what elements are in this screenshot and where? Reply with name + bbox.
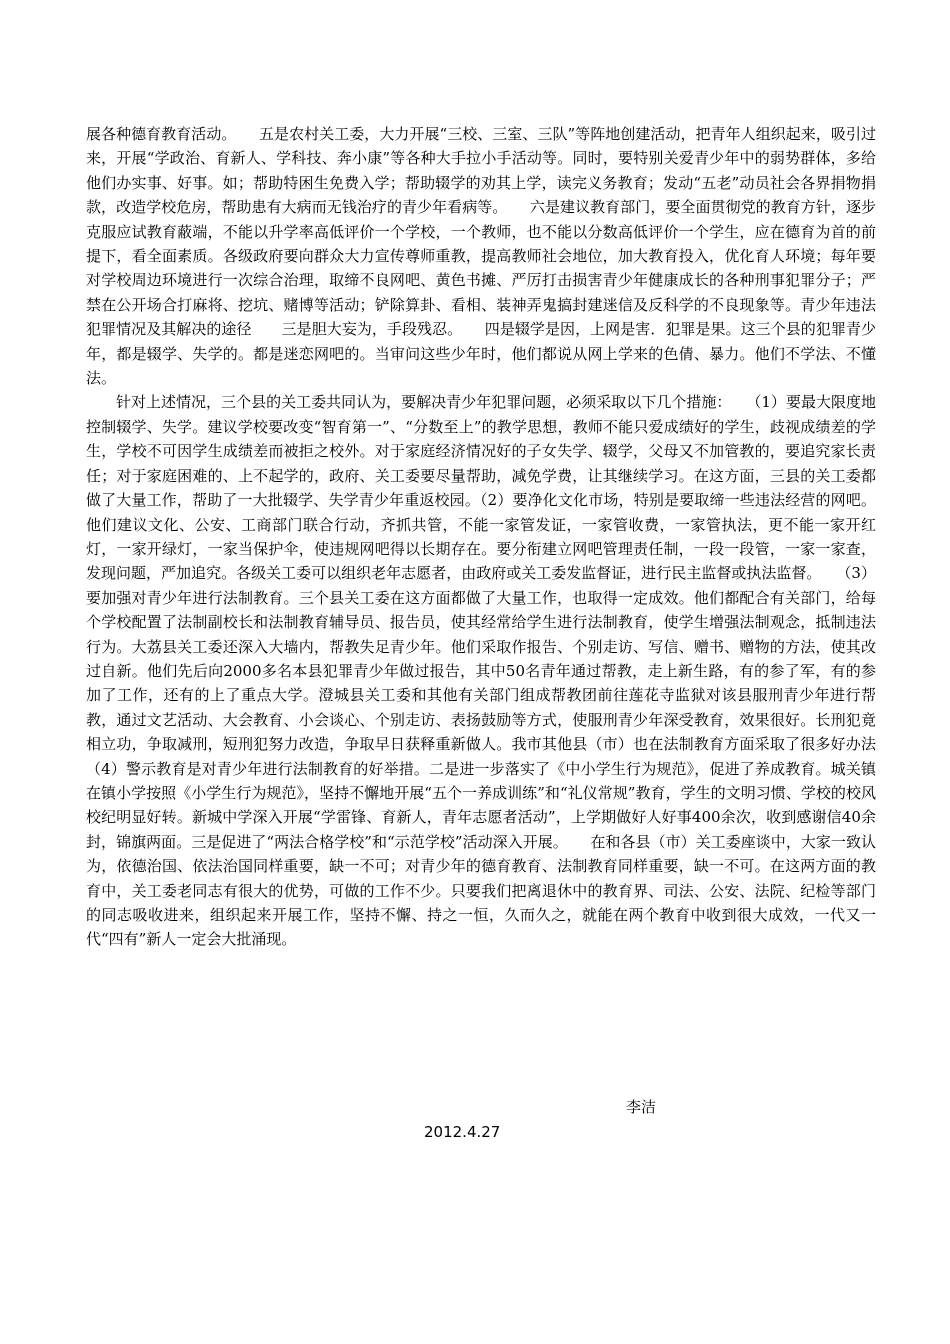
author-name: 李洁 xyxy=(626,1098,657,1116)
paragraph-2: 针对上述情况，三个县的关工委共同认为，要解决青少年犯罪问题，必须采取以下几个措施： （1）要最大限度地控制辍学、失学。建议学校要改变“智育第一”、“分数至上”的教学思想，教师不能只爱成绩好的学生，歧视成绩差的学生，学校不可因学生成绩差而被拒之校外。对于家庭经济情况好的子女失学、辍学，父母又不加管教的，要追究家长责任；对于家庭困难的、上不起学的，政府、关工委要尽量帮助，减免学费，让其继续学习。在这方面，三县的关工委都做了大量工作，帮助了一大批辍学、失学青少年重返校园。（2）要净化文化市场，特别是要取缔一些违法经营的网吧。他们建议文化、公安、工商部门联合行动，齐抓共管，不能一家管发证，一家管收费，一家管执法，更不能一家开红灯，一家开绿灯，一家当保护伞，使违规网吧得以长期存在。要分衔建立网吧管理责任制，一段一段管，一家一家查，发现问题，严加追究。各级关工委可以组织老年志愿者，由政府或关工委发监督证，进行民主监督或执法监督。 （3）要加强对青少年进行法制教育。三个县关工委在这方面都做了大量工作，也取得一定成效。他们都配合有关部门，给每个学校配置了法制副校长和法制教育辅导员、报告员，使其经常给学生进行法制教育，使学生增强法制观念，抵制违法行为。大荔县关工委还深入大墙内，帮教失足青少年。他们采取作报告、个别走访、写信、赠书、赠物的方法，使其改过自新。他们先后向2000多名本县犯罪青少年做过报告，其中50名青年通过帮教，走上新生路，有的参了军，有的参加了工作，还有的上了重点大学。澄城县关工委和其他有关部门组成帮教团前往莲花寺监狱对该县服刑青少年进行帮教，通过文艺活动、大会教育、小会谈心、个别走访、表扬鼓励等方式，使服刑青少年深受教育，效果很好。长刑犯竟相立功，争取减刑，短刑犯努力改造，争取早日获释重新做人。我市其他县（市）也在法制教育方面采取了很多好办法 （4）警示教育是对青少年进行法制教育的好举措。二是进一步落实了《中小学生行为规范》，促进了养成教育。城关镇在镇小学按照《小学生行为规范》，坚持不懈地开展“五个一养成训练”和“礼仪常规”教育，学生的文明习惯、学校的校风校纪明显好转。新城中学深入开展“学雷锋、育新人，青年志愿者活动”，上学期做好人好事400余次，收到感谢信40余封，锦旗两面。三是促进了“两法合格学校”和“示范学校”活动深入开展。 在和各县（市）关工委座谈中，大家一致认为，依德治国、依法治国同样重要，缺一不可；对青少年的德育教育、法制教育同样重要，缺一不可。在这两方面的教育中，关工委老同志有很大的优势，可做的工作不少。只要我们把离退休中的教育界、司法、公安、法院、纪检等部门的同志吸收进来，组织起来开展工作，坚持不懈、持之一恒，久而久之，就能在两个教育中收到很大成效，一代又一代“四有”新人一定会大批涌现。 xyxy=(86,393,907,949)
document-body xyxy=(86,122,907,952)
document-date: 2012.4.27 xyxy=(424,1123,501,1141)
paragraph-1: 展各种德育教育活动。 五是农村关工委，大力开展“三校、三室、三队”等阵地创建活动，把青年人组织起来，吸引过来，开展“学政治、育新人、学科技、奔小康”等各种大手拉小手活动等。同时，要特别关爱青少年中的弱势群体，多给他们办实事、好事。如；帮助特困生免费入学；帮助辍学的劝其上学，读完义务教育；发动“五老”动员社会各界捐物捐款，改造学校危房，帮助患有大病而无钱治疗的青少年看病等。 六是建议教育部门，要全面贯彻党的教育方针，逐步克服应试教育蔽端，不能以升学率高低评价一个学校，一个教师，也不能以分数高低评价一个学生，应在德育为首的前提下，看全面素质。各级政府要向群众大力宣传尊师重教，提高教师社会地位，加大教育投入，优化育人环境；每年要对学校周边环境进行一次综合治理，取缔不良网吧、黄色书摊、严厉打击损害青少年健康成长的各种刑事犯罪分子；严禁在公开场合打麻将、挖坑、赌博等活动；铲除算卦、看相、装神弄鬼搞封建迷信及反科学的不良现象等。青少年违法犯罪情况及其解决的途径 三是胆大妄为，手段残忍。 四是辍学是因，上网是害．犯罪是果。这三个县的犯罪青少年，都是辍学、失学的。都是迷恋网吧的。当审问这些少年时，他们都说从网上学来的色倩、暴力。他们不学法、不懂法。 xyxy=(86,125,876,388)
